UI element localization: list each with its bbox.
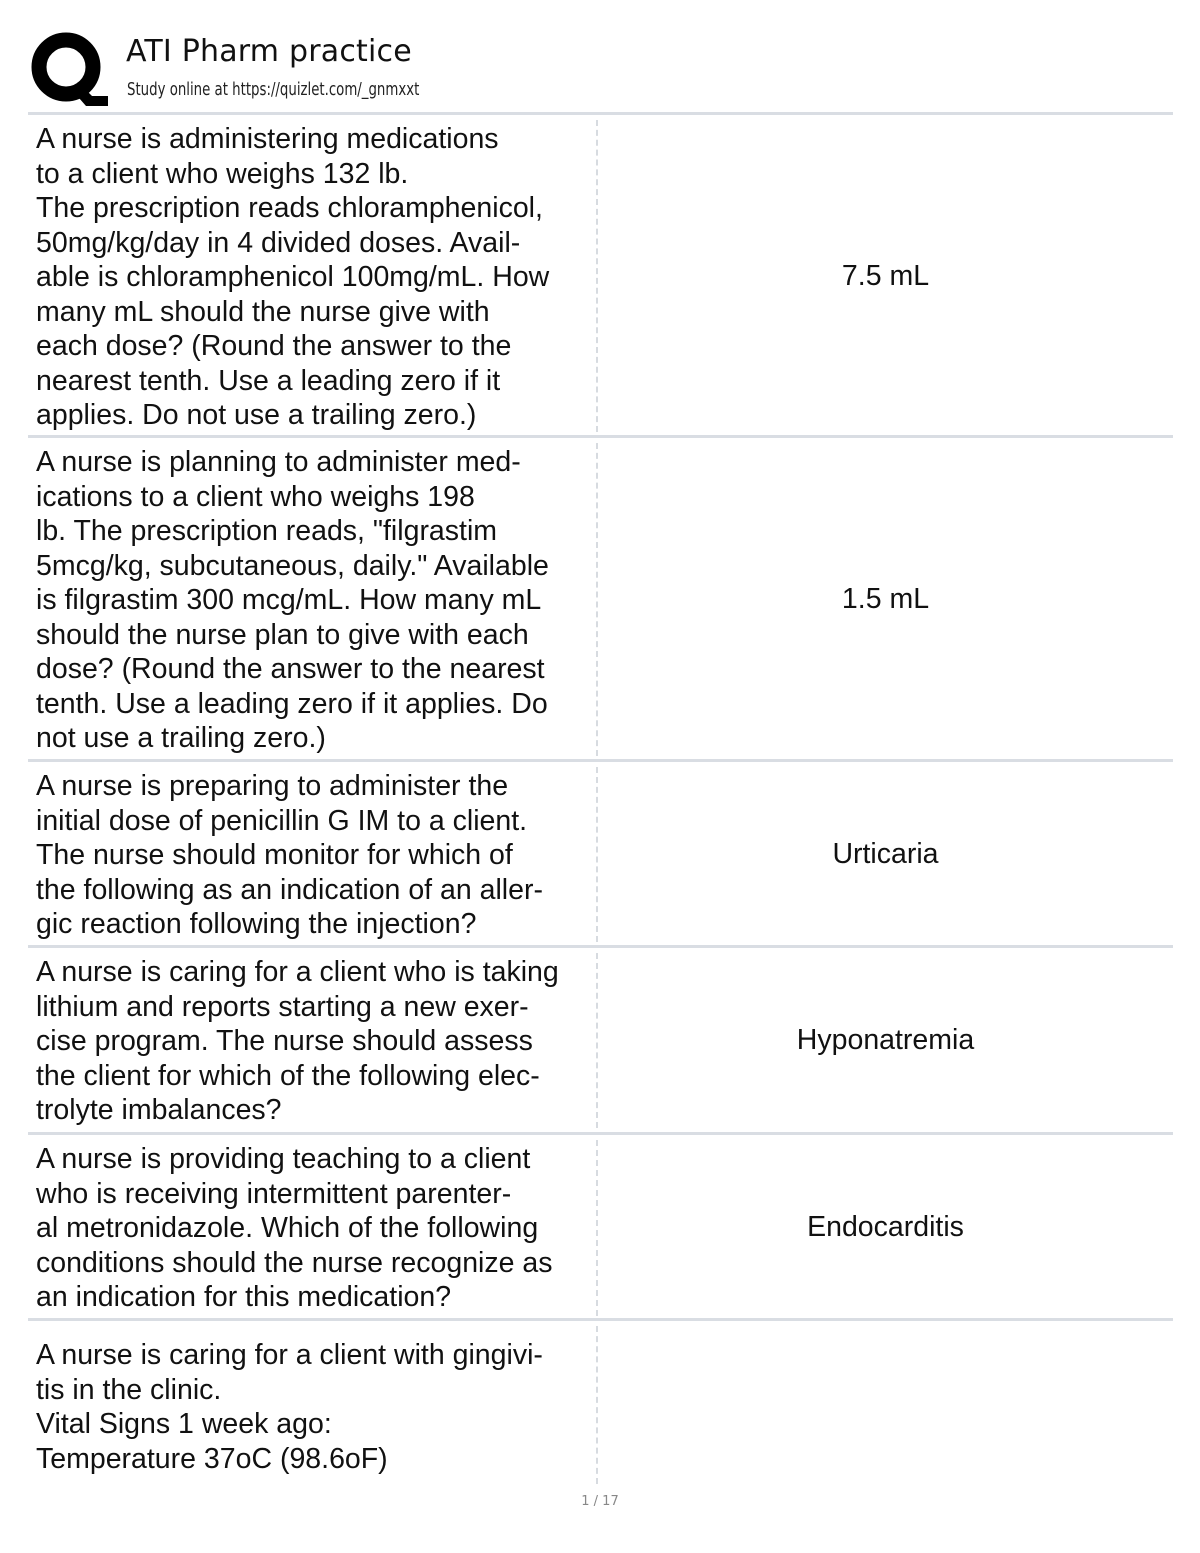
page-indicator: 1 / 17	[581, 1494, 619, 1509]
column-divider	[596, 1326, 598, 1484]
flashcard-row	[28, 441, 1173, 758]
flashcard-question: A nurse is administering medications to a client who weighs 132 lb. The prescription reads chloramphenicol, 50mg/kg/day in 4 divided doses. Avail- able is chloramphenicol 100mg/mL. How many mL should the nurse give with each dose? (Round the answer to the nearest tenth. Use a leading zero if it applies. Do not use a trailing zero.)	[36, 123, 550, 431]
flashcard-question: A nurse is planning to administer med- ications to a client who weighs 198 lb. The prescription reads, "filgrastim 5mcg/kg, subcutaneous, daily." Available is filgrastim 300 mcg/mL. How many mL should the nurse plan to give with each dose? (Round the answer to the nearest tenth. Use a leading zero if it applies. Do not use a trailing zero.)	[36, 446, 549, 754]
flashcard-answer: 7.5 mL	[841, 260, 930, 292]
flashcard-row	[28, 118, 1173, 434]
row-divider	[28, 1132, 1173, 1135]
flashcard-row	[28, 1324, 1173, 1484]
flashcard-row	[28, 951, 1173, 1130]
quizlet-logo-icon	[28, 30, 108, 108]
flashcard-answer: Urticaria	[832, 838, 939, 870]
flashcard-row	[28, 1138, 1173, 1318]
row-divider	[28, 435, 1173, 438]
flashcard-answer: Endocarditis	[807, 1211, 964, 1243]
flashcard-question: A nurse is caring for a client with gingivi- tis in the clinic. Vital Signs 1 week ago: Temperature 37oC (98.6oF)	[36, 1339, 543, 1475]
header-divider	[28, 112, 1173, 115]
flashcard-question: A nurse is providing teaching to a client who is receiving intermittent parenter- al metronidazole. Which of the following conditions should the nurse recognize as an indication for this medication?	[36, 1143, 553, 1313]
document-title: ATI Pharm practice	[126, 34, 412, 69]
flashcard-question: A nurse is preparing to administer the initial dose of penicillin G IM to a client. The nurse should monitor for which of the following as an indication of an aller- gic reaction following the injection?	[36, 770, 543, 940]
row-divider	[28, 945, 1173, 948]
document-header	[28, 30, 1178, 110]
study-online-link[interactable]: Study online at https://quizlet.com/_gnmxxt	[127, 79, 420, 100]
flashcard-answer: 1.5 mL	[841, 583, 930, 615]
flashcard-question: A nurse is caring for a client who is taking lithium and reports starting a new exer- cise program. The nurse should assess the client for which of the following elec- trolyte imbalances?	[36, 956, 559, 1126]
flashcard-row	[28, 765, 1173, 944]
row-divider	[28, 759, 1173, 762]
flashcard-answer: Hyponatremia	[796, 1024, 975, 1056]
row-divider	[28, 1318, 1173, 1321]
